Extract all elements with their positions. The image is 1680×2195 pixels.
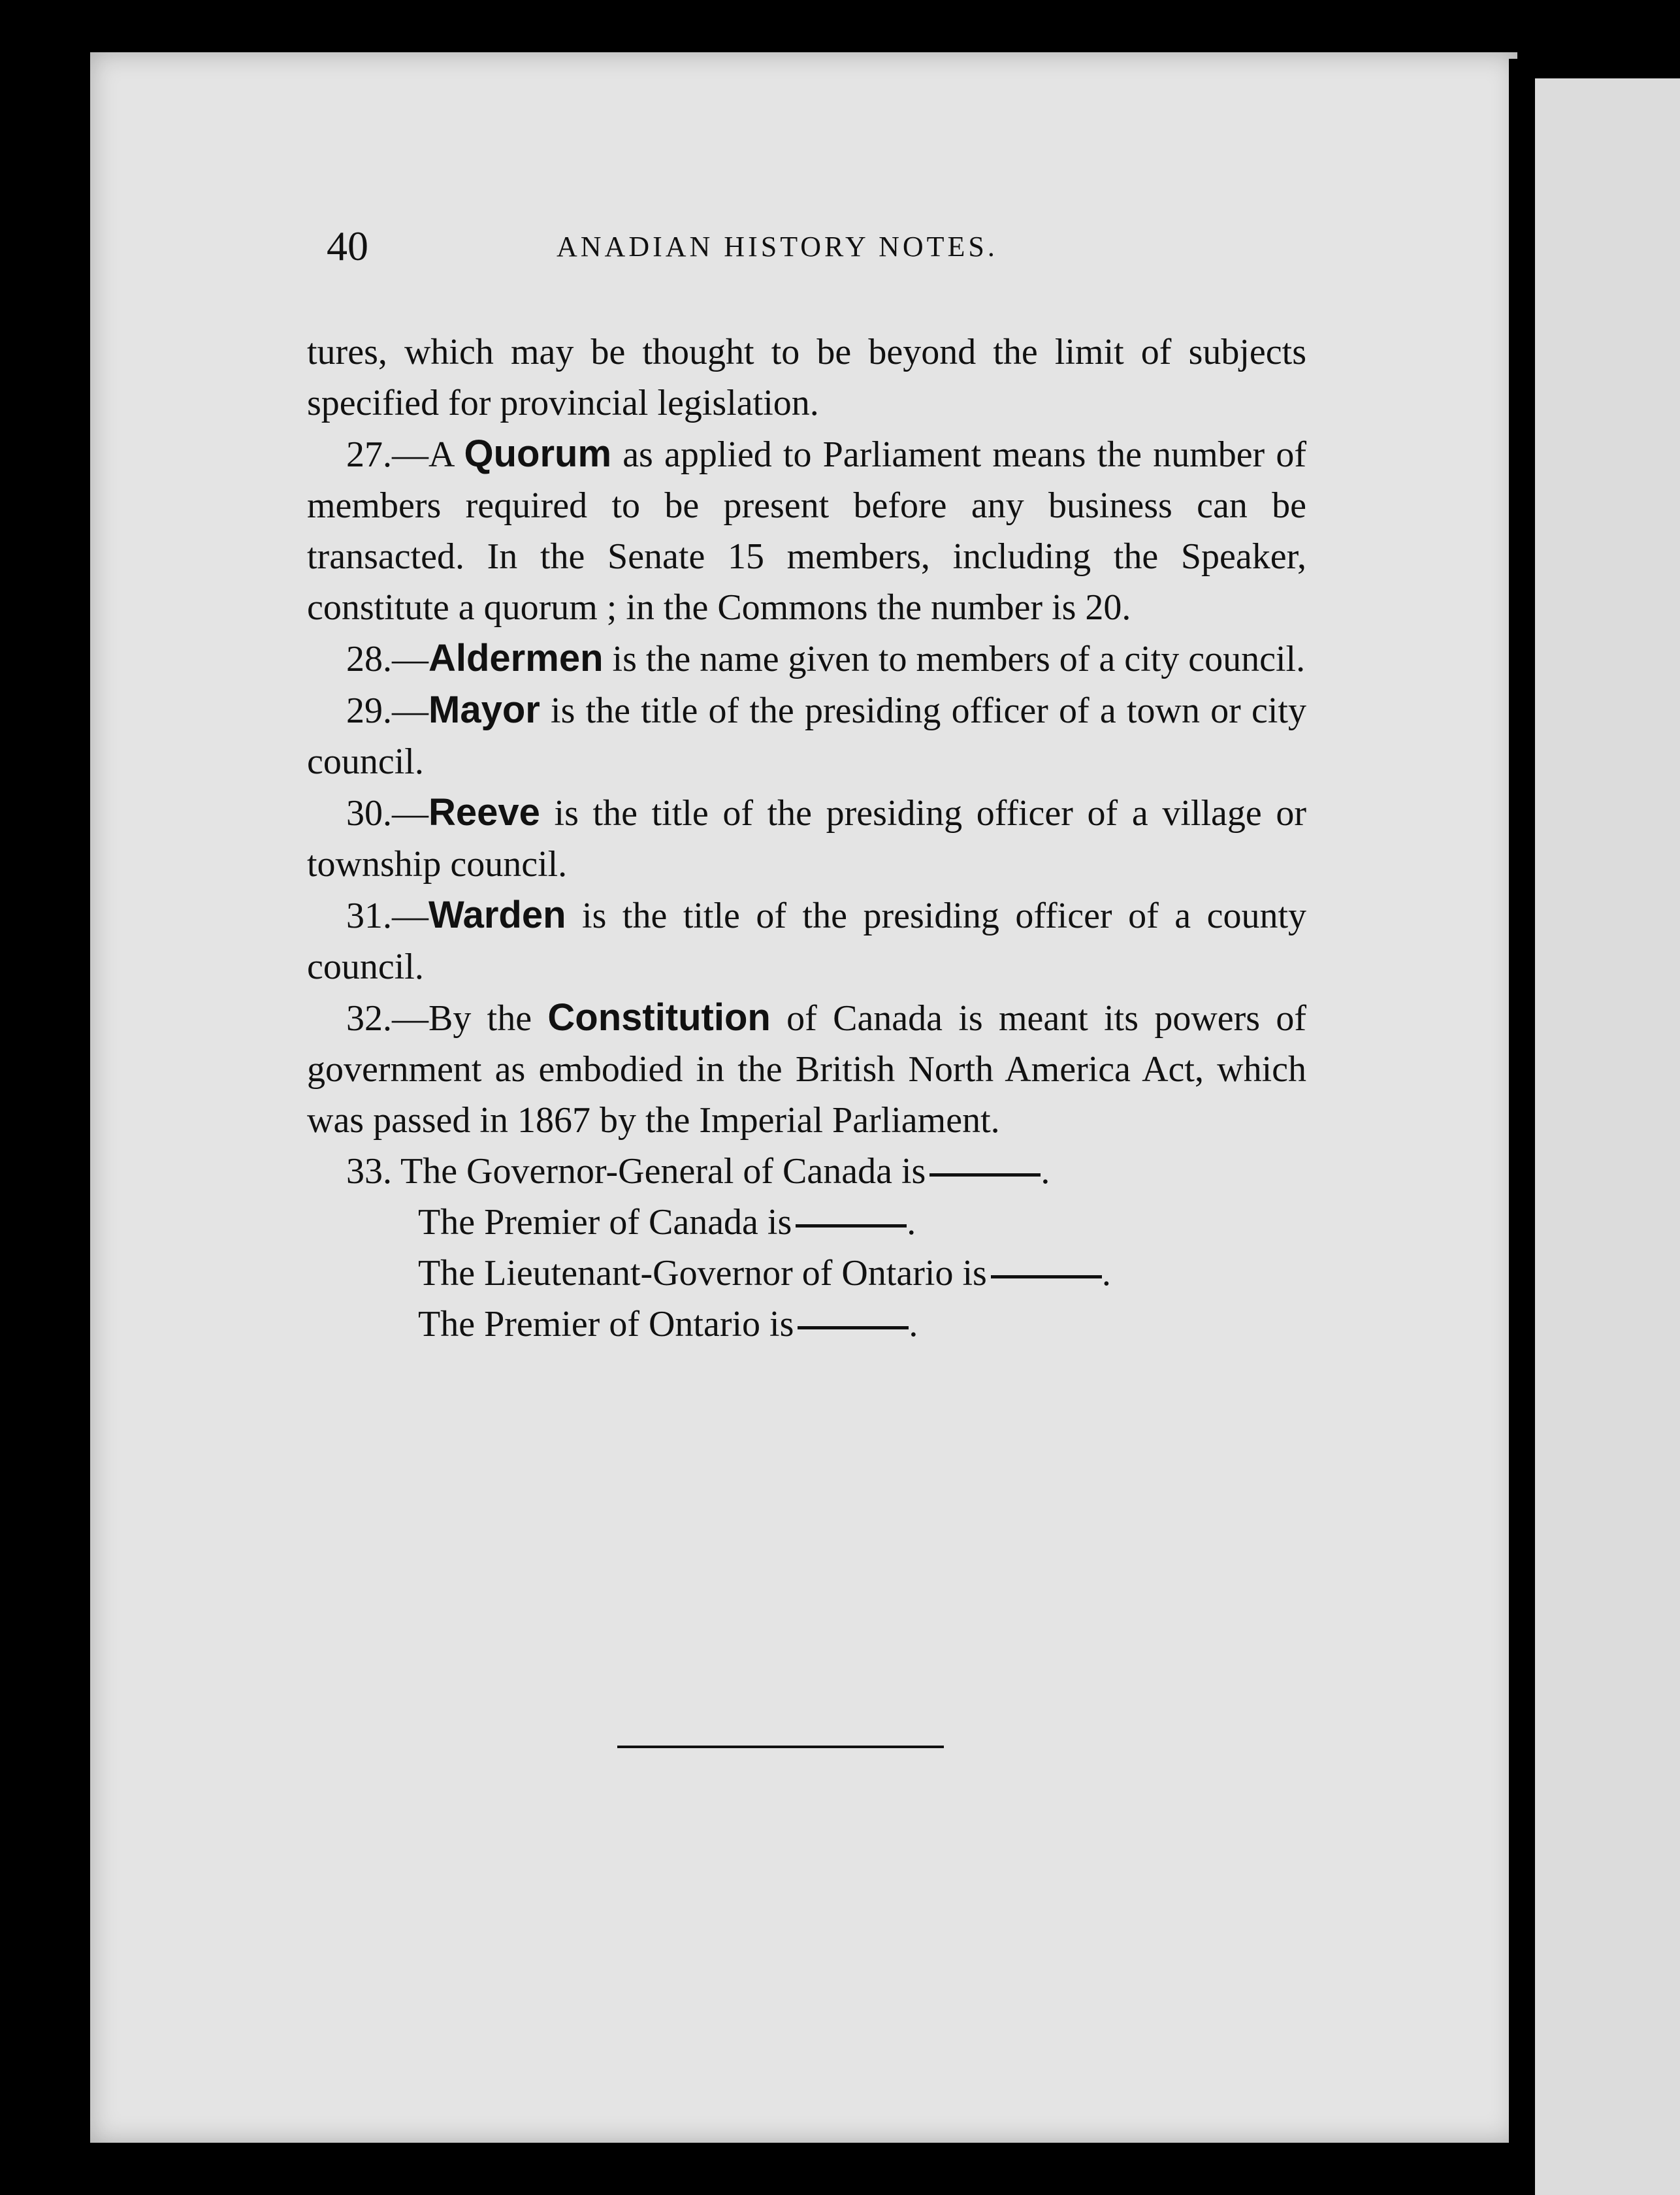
paragraph-prefix: 27.—A: [346, 434, 464, 475]
paragraph-30: [307, 787, 1306, 890]
paragraph-text: is the name given to members of a city council.: [603, 639, 1306, 679]
answer-blank: [929, 1173, 1041, 1177]
answer-blank: [991, 1275, 1102, 1278]
paragraph-prefix: 29.—: [346, 691, 428, 731]
adjacent-page-edge: [1532, 78, 1680, 2195]
defined-term: Reeve: [428, 791, 540, 834]
fill-in-prompt: The Lieutenant-Governor of Ontario is: [418, 1253, 987, 1293]
paragraph-continued: [307, 327, 1306, 429]
fill-in-terminator: .: [909, 1304, 918, 1344]
fill-in-line: [307, 1146, 1306, 1197]
running-head: ANADIAN HISTORY NOTES.: [557, 231, 998, 263]
fill-in-line: [307, 1299, 1306, 1350]
paragraph-text: tures, which may be thought to be beyond the limit of subjects specified for provincial legislation.: [307, 332, 1306, 423]
fill-in-terminator: .: [1101, 1253, 1111, 1293]
paragraph-text: is the title of the presiding officer of a village or township council.: [307, 793, 1306, 885]
page-body: [307, 327, 1306, 1350]
fill-in-line: [307, 1248, 1306, 1299]
page-header: [327, 222, 1306, 274]
defined-term: Quorum: [464, 432, 612, 475]
page-number: 40: [327, 223, 368, 269]
paragraph-31: [307, 890, 1306, 992]
paragraph-text: is the title of the presiding officer of a county council.: [307, 896, 1306, 987]
paragraph-32: [307, 992, 1306, 1146]
paragraph-text: of Canada is meant its powers of government as embodied in the British North America Act, which was passed in 1867 by the Imperial Parliament.: [307, 998, 1307, 1141]
fill-in-terminator: .: [1041, 1151, 1050, 1192]
defined-term: Warden: [428, 894, 566, 936]
defined-term: Aldermen: [428, 637, 604, 679]
paragraph-28: [307, 633, 1306, 685]
defined-term: Mayor: [428, 689, 540, 731]
fill-in-prompt: The Premier of Ontario is: [418, 1304, 794, 1344]
defined-term: Constitution: [547, 996, 771, 1039]
paragraph-text: is the title of the presiding officer of a town or city council.: [307, 691, 1306, 782]
answer-blank: [796, 1224, 907, 1228]
paragraph-29: [307, 685, 1306, 787]
book-gutter: [1509, 59, 1535, 2195]
fill-in-list: [307, 1146, 1306, 1350]
paragraph-27: [307, 429, 1306, 633]
paragraph-prefix: 30.—: [346, 793, 428, 834]
section-end-rule: [617, 1746, 944, 1748]
paragraph-text: as applied to Parliament means the number of members required to be present before any business can be transacted. In the Senate 15 members, including the Speaker, constitute a quorum ; in the Commons the number is 20.: [307, 434, 1306, 628]
fill-in-terminator: .: [907, 1202, 916, 1243]
answer-blank: [798, 1326, 909, 1329]
fill-in-prompt: 33. The Governor-General of Canada is: [346, 1151, 926, 1192]
paragraph-prefix: 32.—By the: [346, 998, 548, 1039]
paragraph-prefix: 31.—: [346, 896, 428, 936]
paragraph-prefix: 28.—: [346, 639, 428, 679]
fill-in-line: [307, 1197, 1306, 1248]
fill-in-prompt: The Premier of Canada is: [418, 1202, 792, 1243]
